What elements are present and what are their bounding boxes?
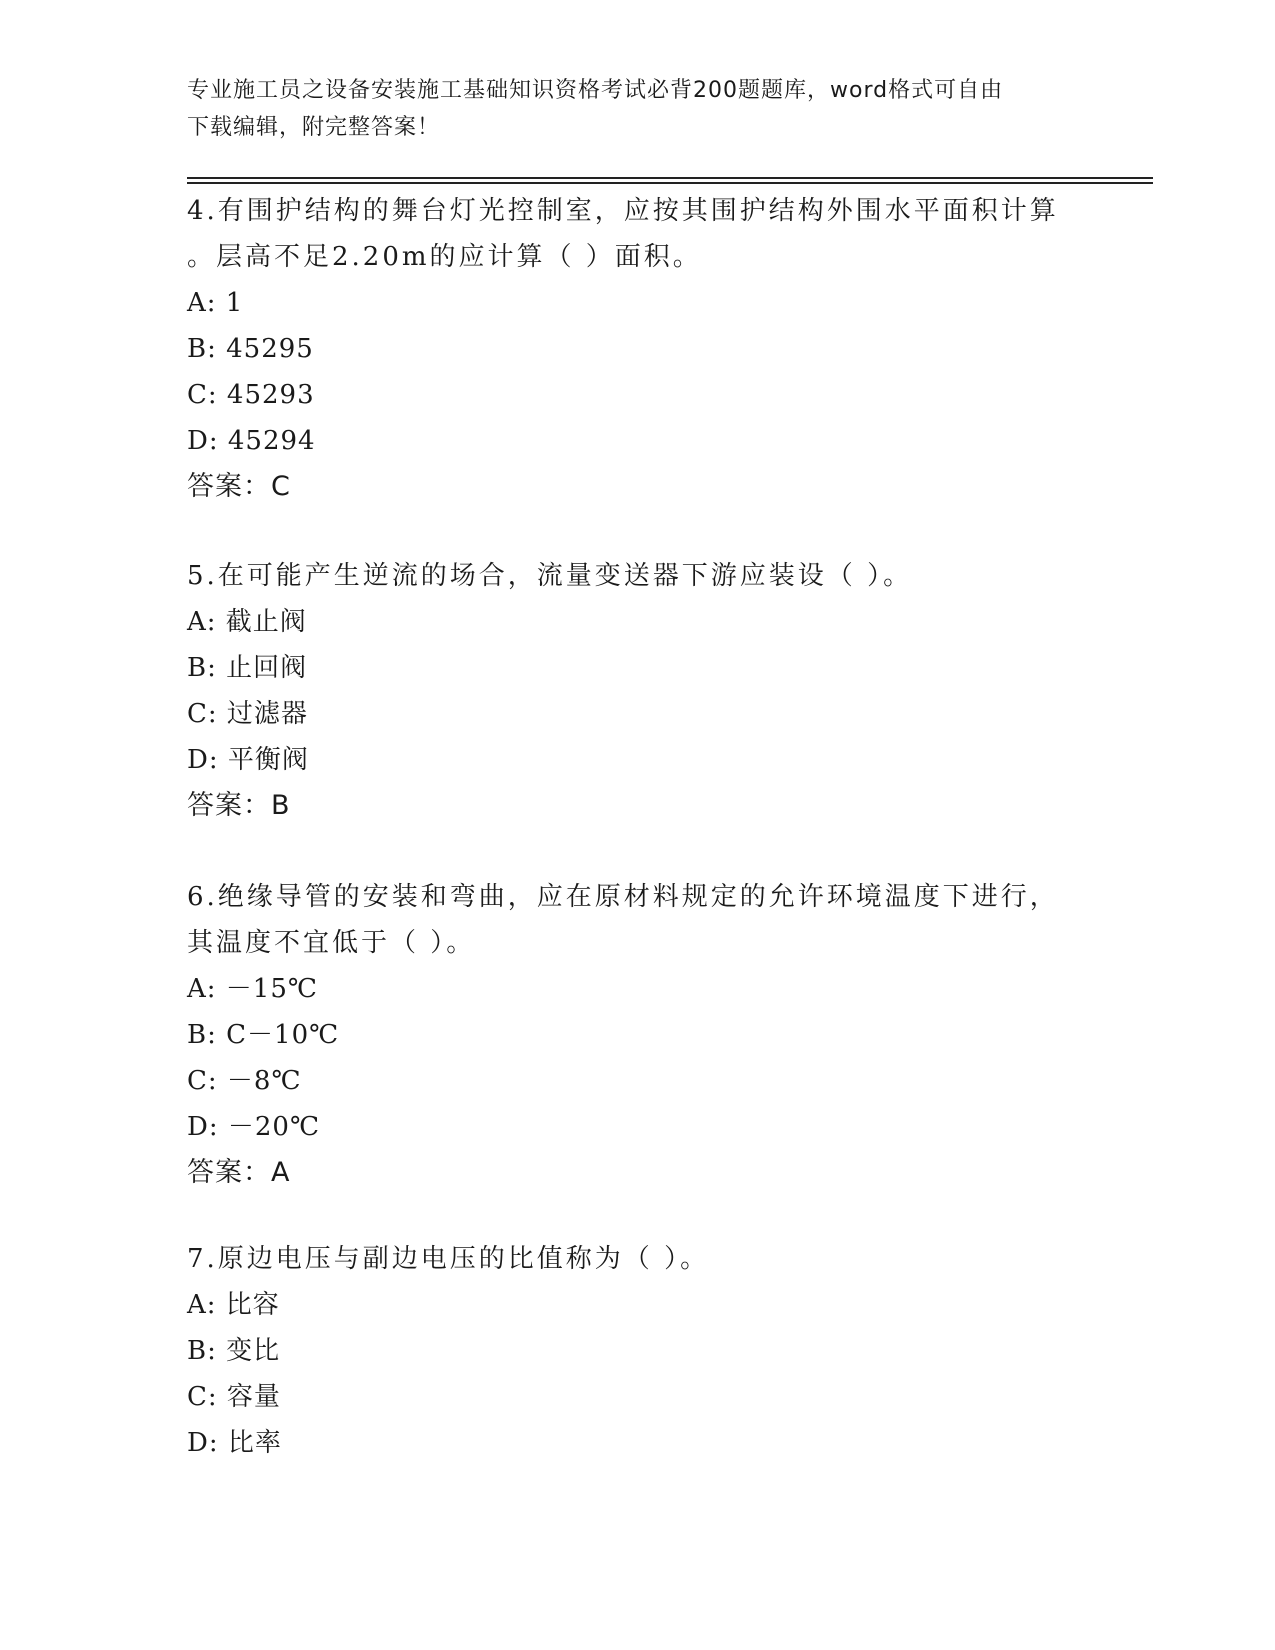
question-text-line: 5.在可能产生逆流的场合，流量变送器下游应装设（ ）。 [187,561,913,591]
option-a: A: 截止阀 [187,607,307,637]
question-6 [187,874,1087,1196]
option-d: D: －20℃ [187,1112,321,1142]
question-5 [187,553,1087,829]
option-c: C: 容量 [187,1382,281,1412]
option-d: D: 平衡阀 [187,745,309,775]
header-divider-top [187,177,1153,179]
answer: 答案：A [187,1157,291,1188]
option-b: B: 止回阀 [187,653,308,683]
answer: 答案：B [187,790,291,821]
option-c: C: 45293 [187,380,315,410]
question-text-line: 其温度不宜低于（ ）。 [187,928,476,958]
option-a: A: 比容 [187,1290,280,1320]
option-b: B: C－10℃ [187,1020,340,1050]
option-a: A: －15℃ [187,974,318,1004]
header-line-1: 专业施工员之设备安装施工基础知识资格考试必背200题题库，word格式可自由 [187,78,1004,103]
option-b: B: 变比 [187,1336,281,1366]
option-c: C: 过滤器 [187,699,308,729]
option-d: D: 45294 [187,426,316,456]
question-text-line: 7.原边电压与副边电压的比值称为（ ）。 [187,1244,710,1274]
option-b: B: 45295 [187,334,314,364]
question-7 [187,1236,1087,1466]
question-text-line: 。层高不足2.20m的应计算（ ）面积。 [187,242,702,272]
document-header [187,72,1077,146]
question-text-line: 6.绝缘导管的安装和弯曲，应在原材料规定的允许环境温度下进行， [187,882,1059,912]
header-divider-bottom [187,182,1153,184]
question-4 [187,188,1087,510]
option-a: A: 1 [187,288,244,318]
header-line-2: 下载编辑，附完整答案！ [187,115,441,140]
question-text-line: 4.有围护结构的舞台灯光控制室，应按其围护结构外围水平面积计算 [187,196,1059,226]
option-d: D: 比率 [187,1428,282,1458]
option-c: C: －8℃ [187,1066,302,1096]
answer: 答案：C [187,471,291,502]
